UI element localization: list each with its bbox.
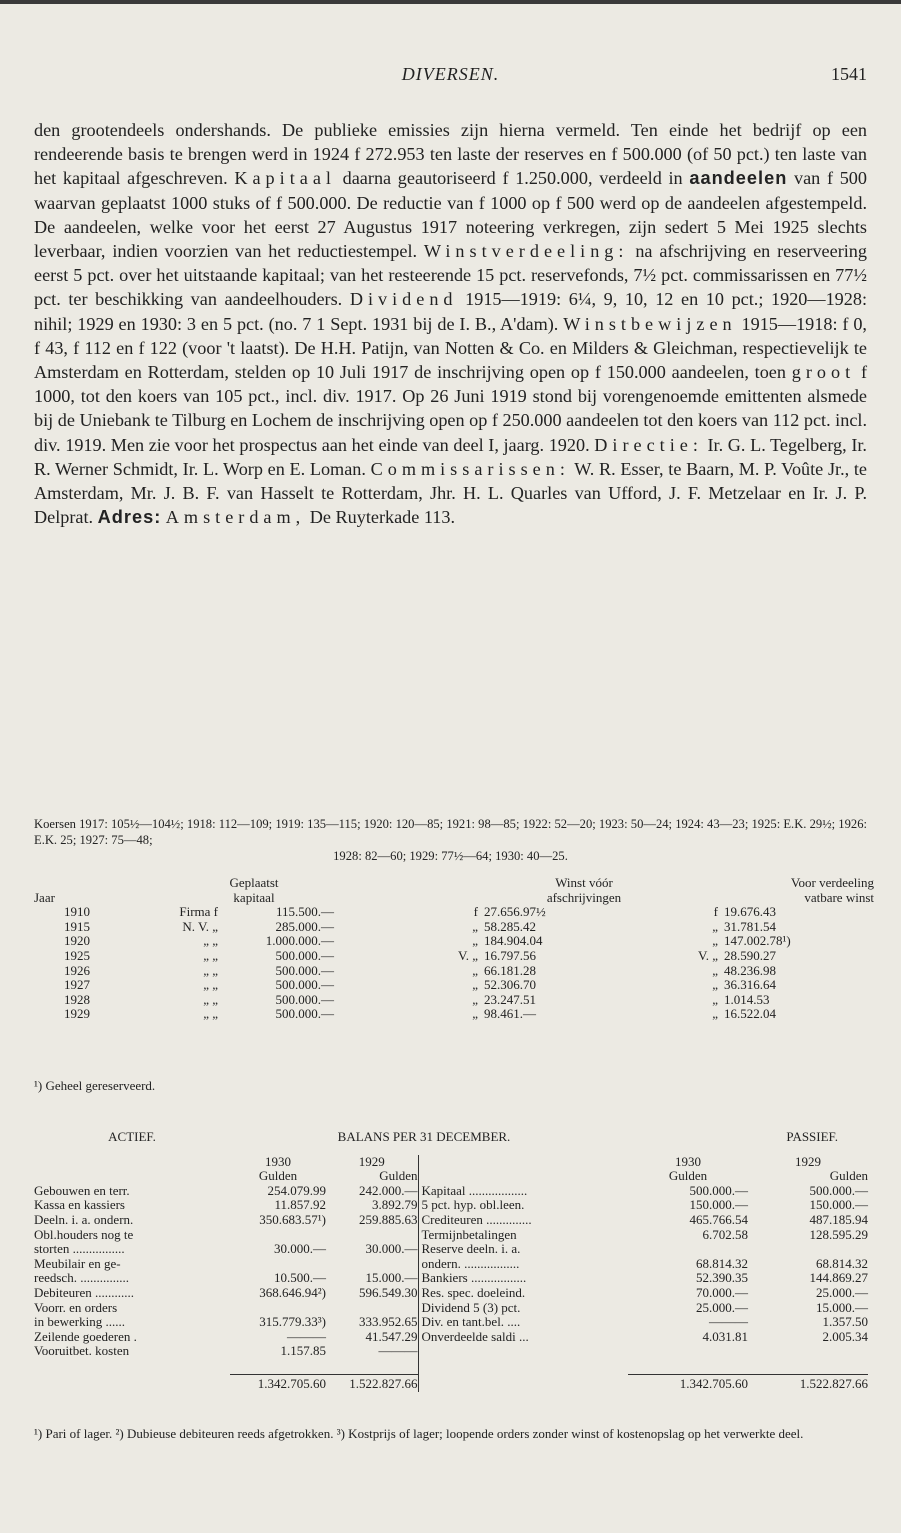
balance-cell-a2: 259.885.63 — [359, 1211, 418, 1227]
cell-wp: „ — [472, 918, 478, 934]
cell-spacer — [804, 905, 874, 920]
header-voor-2: vatbare winst — [804, 889, 874, 905]
balance-cell-p: 5 pct. hyp. obl.leen. — [418, 1198, 628, 1213]
balance-cell-p1: 52.390.35 — [696, 1270, 748, 1286]
balance-cell-p2: 500.000.— — [809, 1182, 868, 1198]
cell-winst: 98.461.— — [484, 1006, 536, 1022]
paragraph-run: Dividend — [349, 289, 458, 310]
paragraph-run: W. R. Esser, te Baarn, M. P. Voûte Jr., te Amsterdam, Mr. J. B. F. van Hasselt te Rotterdam, Jhr. H. L. Quarles van Ufford, J. F. Metzelaar en Ir. J. P. Delprat. — [34, 458, 867, 528]
balance-cell-a1 — [230, 1228, 326, 1243]
passief-unit-2: Gulden — [829, 1168, 868, 1184]
table-row — [34, 1184, 868, 1199]
paragraph-run: Ir. G. L. Tegelberg, Ir. R. Werner Schmidt, Ir. L. Worp en E. Loman. — [34, 434, 867, 479]
balance-cell-a: storten ................ — [34, 1241, 125, 1257]
balance-cell-a2: 596.549.30 — [359, 1284, 418, 1300]
cell-spacer — [804, 949, 874, 964]
balance-cell-p2: 487.185.94 — [809, 1211, 868, 1227]
cell-spacer — [804, 964, 874, 979]
balance-title: BALANS PER 31 DECEMBER. — [337, 1129, 511, 1144]
cell-jaar: 1928 — [64, 991, 90, 1007]
paragraph-run: groot — [791, 362, 856, 383]
total-passief-1929: 1.522.827.66 — [748, 1375, 868, 1392]
balance-cell-p2: 1.357.50 — [822, 1314, 868, 1330]
actief-unit-1: Gulden — [258, 1168, 298, 1184]
balance-cell-a1: ——— — [287, 1328, 326, 1344]
balance-cell-a2 — [326, 1228, 418, 1243]
cell-wp: f — [473, 904, 478, 920]
cell-wp: „ — [472, 933, 478, 949]
cell-spacer — [804, 978, 874, 993]
cell-spacer — [804, 934, 874, 949]
price-history-line-1: Koersen 1917: 105½—104½; 1918: 112—109; 1919: 135—115; 1920: 120—85; 1921: 98—85; 1922: 52—20; 1923: 50—24; 1924: 43—23; 1925: E.K. 29½; 1926: E.K. 25; 1927: 75—48; — [34, 817, 867, 847]
cell-winst: 27.656.97½ — [484, 904, 546, 920]
balance-cell-a: Obl.houders nog te — [34, 1226, 134, 1242]
actief-year-1: 1930 — [265, 1153, 291, 1169]
table-row — [34, 1213, 868, 1228]
cell-winst: 66.181.28 — [484, 962, 536, 978]
paragraph-run: van f 500 waarvan geplaatst 1000 stuks of f 500.000. De reductie van f 1000 op f 500 werd op de aandeelen afgestempeld. De aandeelen, welke voor het eerst 27 Augustus 1917 noteering verkregen, zijn sedert 5 Mei 1925 slechts leverbaar, indien voorzien van het reductiestempel. — [34, 168, 867, 262]
total-actief-1929: 1.522.827.66 — [326, 1375, 418, 1392]
scan-top-edge — [0, 0, 901, 4]
table-row — [34, 978, 874, 993]
cell-p: „ „ — [203, 977, 218, 993]
table-row — [34, 1198, 868, 1213]
table-row — [34, 1330, 868, 1345]
table-row — [34, 1271, 868, 1286]
balance-cell-p — [418, 1344, 628, 1359]
cell-jaar: 1925 — [64, 947, 90, 963]
header-winst-1: Winst vóór — [555, 875, 613, 890]
balance-cell-a: reedsch. ............... — [34, 1270, 129, 1286]
passief-year-2: 1929 — [795, 1153, 821, 1169]
results-footnote: ¹) Geheel gereserveerd. — [34, 1078, 156, 1093]
balance-cell-p2: 144.869.27 — [809, 1270, 868, 1286]
cell-jaar: 1920 — [64, 933, 90, 949]
table-row — [34, 1228, 868, 1243]
cell-vatbaar: 147.002.78¹) — [724, 933, 791, 949]
cell-winst: 58.285.42 — [484, 918, 536, 934]
table-row — [34, 1242, 868, 1257]
results-table — [34, 876, 874, 1022]
balance-cell-p1: ——— — [709, 1314, 748, 1330]
balance-cell-a1: 11.857.92 — [274, 1197, 326, 1213]
balance-cell-a: Voorr. en orders — [34, 1299, 118, 1315]
paragraph-run: 1915—1919: 6¼, 9, 10, 12 en 10 pct.; 1920—1928: nihil; 1929 en 1930: 3 en 5 pct. (no. 7 1 Sept. 1931 bij de I. B., A'dam). — [34, 289, 867, 334]
cell-vatbaar: 19.676.43 — [724, 904, 776, 920]
paragraph-run: den grootendeels ondershands. De publieke emissies zijn hierna vermeld. Ten einde het bedrijf op een rendeerende basis te brengen werd in 1924 f 272.953 ten laste der reserves en f 500.000 (of 50 pct.) ten laste van het kapitaal afgeschreven. — [34, 120, 867, 189]
header-jaar: Jaar — [34, 889, 55, 905]
paragraph-run: na afschrijving en reserveering eerst 5 pct. over het uitstaande kapitaal; van het resteerende 15 pct. reservefonds, 7½ pct. commissarissen en 77½ pct. ter beschikking van aandeelhouders. — [34, 241, 867, 310]
paragraph-run: 1915—1918: f 0, f 43, f 112 en f 122 (voor 't laatst). De H.H. Patijn, van Notten & Co. en Milders & Gleichman, respectievelijk te Amsterdam en Rotterdam, stelden op 10 Juli 1917 de inschrijving open op f 150.000 aandeelen, toen — [34, 313, 867, 383]
cell-jaar: 1927 — [64, 977, 90, 993]
cell-kap: 500.000.— — [275, 991, 334, 1007]
balance-cell-a1: 315.779.33³) — [259, 1314, 326, 1330]
section-title: DIVERSEN. — [401, 64, 500, 84]
paragraph-run: aandeelen — [689, 168, 788, 189]
balance-cell-p1: 25.000.— — [696, 1299, 748, 1315]
balance-cell-p1 — [628, 1344, 748, 1359]
body-paragraph — [34, 118, 867, 529]
balance-cell-a1: 30.000.— — [274, 1241, 326, 1257]
cell-winst: 23.247.51 — [484, 991, 536, 1007]
header-geplaatst-1: Geplaatst — [229, 875, 279, 890]
balance-cell-p2: 150.000.— — [809, 1197, 868, 1213]
balance-cell-a: in bewerking ...... — [34, 1314, 125, 1330]
cell-vp: f — [713, 904, 718, 920]
balance-cell-p2: 128.595.29 — [809, 1226, 868, 1242]
cell-kap: 1.000.000.— — [265, 933, 334, 949]
table-row — [34, 920, 874, 935]
balance-cell-a2: 15.000.— — [365, 1270, 418, 1286]
cell-vp: „ — [712, 962, 718, 978]
page-header — [34, 64, 867, 88]
balance-cell-a1 — [230, 1257, 326, 1272]
cell-vatbaar: 48.236.98 — [724, 962, 776, 978]
cell-vp: V. „ — [698, 947, 718, 963]
balance-cell-p2: 68.814.32 — [816, 1255, 868, 1271]
cell-p: „ „ — [203, 947, 218, 963]
cell-kap: 285.000.— — [275, 918, 334, 934]
actief-title: ACTIEF. — [108, 1129, 156, 1144]
cell-spacer — [804, 993, 874, 1008]
cell-jaar: 1926 — [64, 962, 90, 978]
cell-p: Firma f — [179, 904, 218, 920]
balance-cell-p2: 25.000.— — [816, 1284, 868, 1300]
balance-cell-p1: 68.814.32 — [696, 1255, 748, 1271]
paragraph-run: f 1000, tot den koers van 105 pct., incl. div. 1917. Op 26 Juni 1919 stond bij vorengenoemde emittenten alsmede bij de Uniebank te Tilburg en Lochem de inschrijving open op f 250.000 aandeelen tot den koers van 112 pct. incl. div. 1919. Men zie voor het prospectus aan het einde van deel I, jaarg. 1920. — [34, 362, 867, 455]
cell-wp: „ — [472, 991, 478, 1007]
passief-unit-1: Gulden — [668, 1168, 708, 1184]
balance-cell-a: Meubilair en ge- — [34, 1255, 121, 1271]
company-description — [34, 118, 867, 529]
page-number: 1541 — [831, 64, 867, 84]
actief-unit-2: Gulden — [379, 1168, 418, 1184]
balance-footnotes: ¹) Pari of lager. ²) Dubieuse debiteuren reeds afgetrokken. ³) Kostprijs of lager; loopende orders zonder winst of kostenopslag op het verwerkte deel. — [34, 1426, 804, 1441]
cell-jaar: 1929 — [64, 1006, 90, 1022]
balance-cell-a1: 254.079.99 — [267, 1182, 326, 1198]
balance-cell-a: Deeln. i. a. ondern. — [34, 1211, 134, 1227]
balance-cell-a1: 350.683.57¹) — [259, 1211, 326, 1227]
cell-vp: „ — [712, 933, 718, 949]
cell-vatbaar: 28.590.27 — [724, 947, 776, 963]
paragraph-run: Winstbewijzen — [563, 313, 737, 334]
balance-sheet — [34, 1130, 868, 1392]
cell-vatbaar: 16.522.04 — [724, 1006, 776, 1022]
balance-cell-a2 — [326, 1257, 418, 1272]
balance-cell-a2: 333.952.65 — [359, 1314, 418, 1330]
paragraph-run: Directie: — [594, 434, 703, 455]
balance-cell-p1: 4.031.81 — [702, 1328, 748, 1344]
cell-kap: 500.000.— — [275, 977, 334, 993]
cell-winst: 184.904.04 — [484, 933, 543, 949]
table-row — [34, 1257, 868, 1272]
cell-p: „ „ — [203, 962, 218, 978]
table-row — [34, 905, 874, 920]
balance-cell-p: Termijnbetalingen — [418, 1228, 628, 1243]
paragraph-run: Amsterdam, — [165, 507, 306, 528]
cell-wp: „ — [472, 1006, 478, 1022]
balance-cell-p2: 15.000.— — [816, 1299, 868, 1315]
price-history-line-2: 1928: 82—60; 1929: 77½—64; 1930: 40—25. — [333, 849, 568, 863]
balance-cell-a1 — [230, 1301, 326, 1316]
balance-cell-p2 — [748, 1242, 868, 1257]
cell-vatbaar: 1.014.53 — [724, 991, 770, 1007]
paragraph-run: daarna geautoriseerd f 1.250.000, verdeeld in — [335, 168, 690, 189]
balance-cell-a: Zeilende goederen . — [34, 1328, 137, 1344]
table-row — [34, 1344, 868, 1359]
table-row — [34, 964, 874, 979]
header-winst-2: afschrijvingen — [546, 889, 622, 905]
cell-jaar: 1915 — [64, 918, 90, 934]
paragraph-run: Adres: — [97, 507, 162, 528]
paragraph-run: Winstverdeeling: — [423, 241, 629, 262]
cell-kap: 500.000.— — [275, 947, 334, 963]
table-row — [34, 1286, 868, 1301]
total-passief-1930: 1.342.705.60 — [628, 1375, 748, 1392]
balance-cell-p2 — [748, 1344, 868, 1359]
balance-cell-p: ondern. ................. — [418, 1257, 628, 1272]
balance-cell-a: Gebouwen en terr. — [34, 1182, 130, 1198]
balance-cell-a2: 3.892.79 — [372, 1197, 418, 1213]
balance-cell-p: Bankiers ................. — [418, 1271, 628, 1286]
balance-cell-a2: ——— — [378, 1343, 418, 1359]
balance-cell-p1: 6.702.58 — [702, 1226, 748, 1242]
header-voor-1: Voor verdeeling — [790, 875, 874, 890]
cell-vatbaar: 31.781.54 — [724, 918, 776, 934]
total-actief-1930: 1.342.705.60 — [230, 1375, 326, 1392]
balance-cell-a1: 1.157.85 — [280, 1343, 326, 1359]
balance-cell-a1: 10.500.— — [274, 1270, 326, 1286]
table-row — [34, 1315, 868, 1330]
actief-year-2: 1929 — [358, 1153, 385, 1169]
balance-cell-a2: 242.000.— — [359, 1182, 418, 1198]
cell-p: N. V. „ — [182, 918, 218, 934]
balance-cell-a: Debiteuren ............ — [34, 1284, 135, 1300]
table-row — [34, 993, 874, 1008]
balance-cell-a2: 41.547.29 — [365, 1328, 418, 1344]
passief-title: PASSIEF. — [786, 1129, 838, 1144]
cell-winst: 16.797.56 — [484, 947, 536, 963]
paragraph-run: Kapitaal — [234, 168, 336, 189]
balance-cell-p2: 2.005.34 — [822, 1328, 868, 1344]
cell-vp: „ — [712, 1006, 718, 1022]
balance-cell-p: Crediteuren .............. — [418, 1213, 628, 1228]
cell-kap: 500.000.— — [275, 962, 334, 978]
balance-cell-p: Dividend 5 (3) pct. — [418, 1301, 628, 1316]
balance-cell-p: Res. spec. doeleind. — [418, 1286, 628, 1301]
cell-p: „ „ — [203, 933, 218, 949]
price-history — [34, 816, 867, 864]
header-geplaatst-2: kapitaal — [233, 889, 275, 905]
balance-cell-p1: 500.000.— — [689, 1182, 748, 1198]
balance-cell-p: Onverdeelde saldi ... — [418, 1330, 628, 1345]
paragraph-run: Commissarissen: — [370, 458, 570, 479]
cell-winst: 52.306.70 — [484, 977, 536, 993]
cell-p: „ „ — [203, 1006, 218, 1022]
balance-cell-a: Kassa en kassiers — [34, 1197, 125, 1213]
table-row — [34, 1007, 874, 1022]
table-row — [34, 934, 874, 949]
cell-jaar: 1910 — [64, 904, 90, 920]
passief-year-1: 1930 — [675, 1153, 701, 1169]
cell-kap: 500.000.— — [275, 1006, 334, 1022]
table-row — [34, 1301, 868, 1316]
balance-cell-p1: 150.000.— — [689, 1197, 748, 1213]
cell-p: „ „ — [203, 991, 218, 1007]
cell-vatbaar: 36.316.64 — [724, 977, 776, 993]
cell-wp: „ — [472, 962, 478, 978]
cell-wp: V. „ — [458, 947, 478, 963]
balance-cell-p: Div. en tant.bel. .... — [418, 1315, 628, 1330]
paragraph-run: De Ruyterkade 113. — [305, 507, 456, 528]
balance-cell-p1: 70.000.— — [696, 1284, 748, 1300]
cell-vp: „ — [712, 977, 718, 993]
cell-spacer — [804, 1007, 874, 1022]
cell-vp: „ — [712, 918, 718, 934]
balance-cell-p1 — [628, 1242, 748, 1257]
cell-wp: „ — [472, 977, 478, 993]
table-row — [34, 949, 874, 964]
cell-spacer — [804, 920, 874, 935]
balance-cell-a1: 368.646.94²) — [259, 1284, 326, 1300]
balance-cell-a2: 30.000.— — [365, 1241, 418, 1257]
balance-cell-p: Reserve deeln. i. a. — [418, 1242, 628, 1257]
balance-cell-a: Vooruitbet. kosten — [34, 1343, 130, 1359]
cell-vp: „ — [712, 991, 718, 1007]
balance-cell-p1: 465.766.54 — [689, 1211, 748, 1227]
balance-cell-p: Kapitaal .................. — [418, 1184, 628, 1199]
cell-kap: 115.500.— — [275, 904, 334, 920]
balance-cell-a2 — [326, 1301, 418, 1316]
